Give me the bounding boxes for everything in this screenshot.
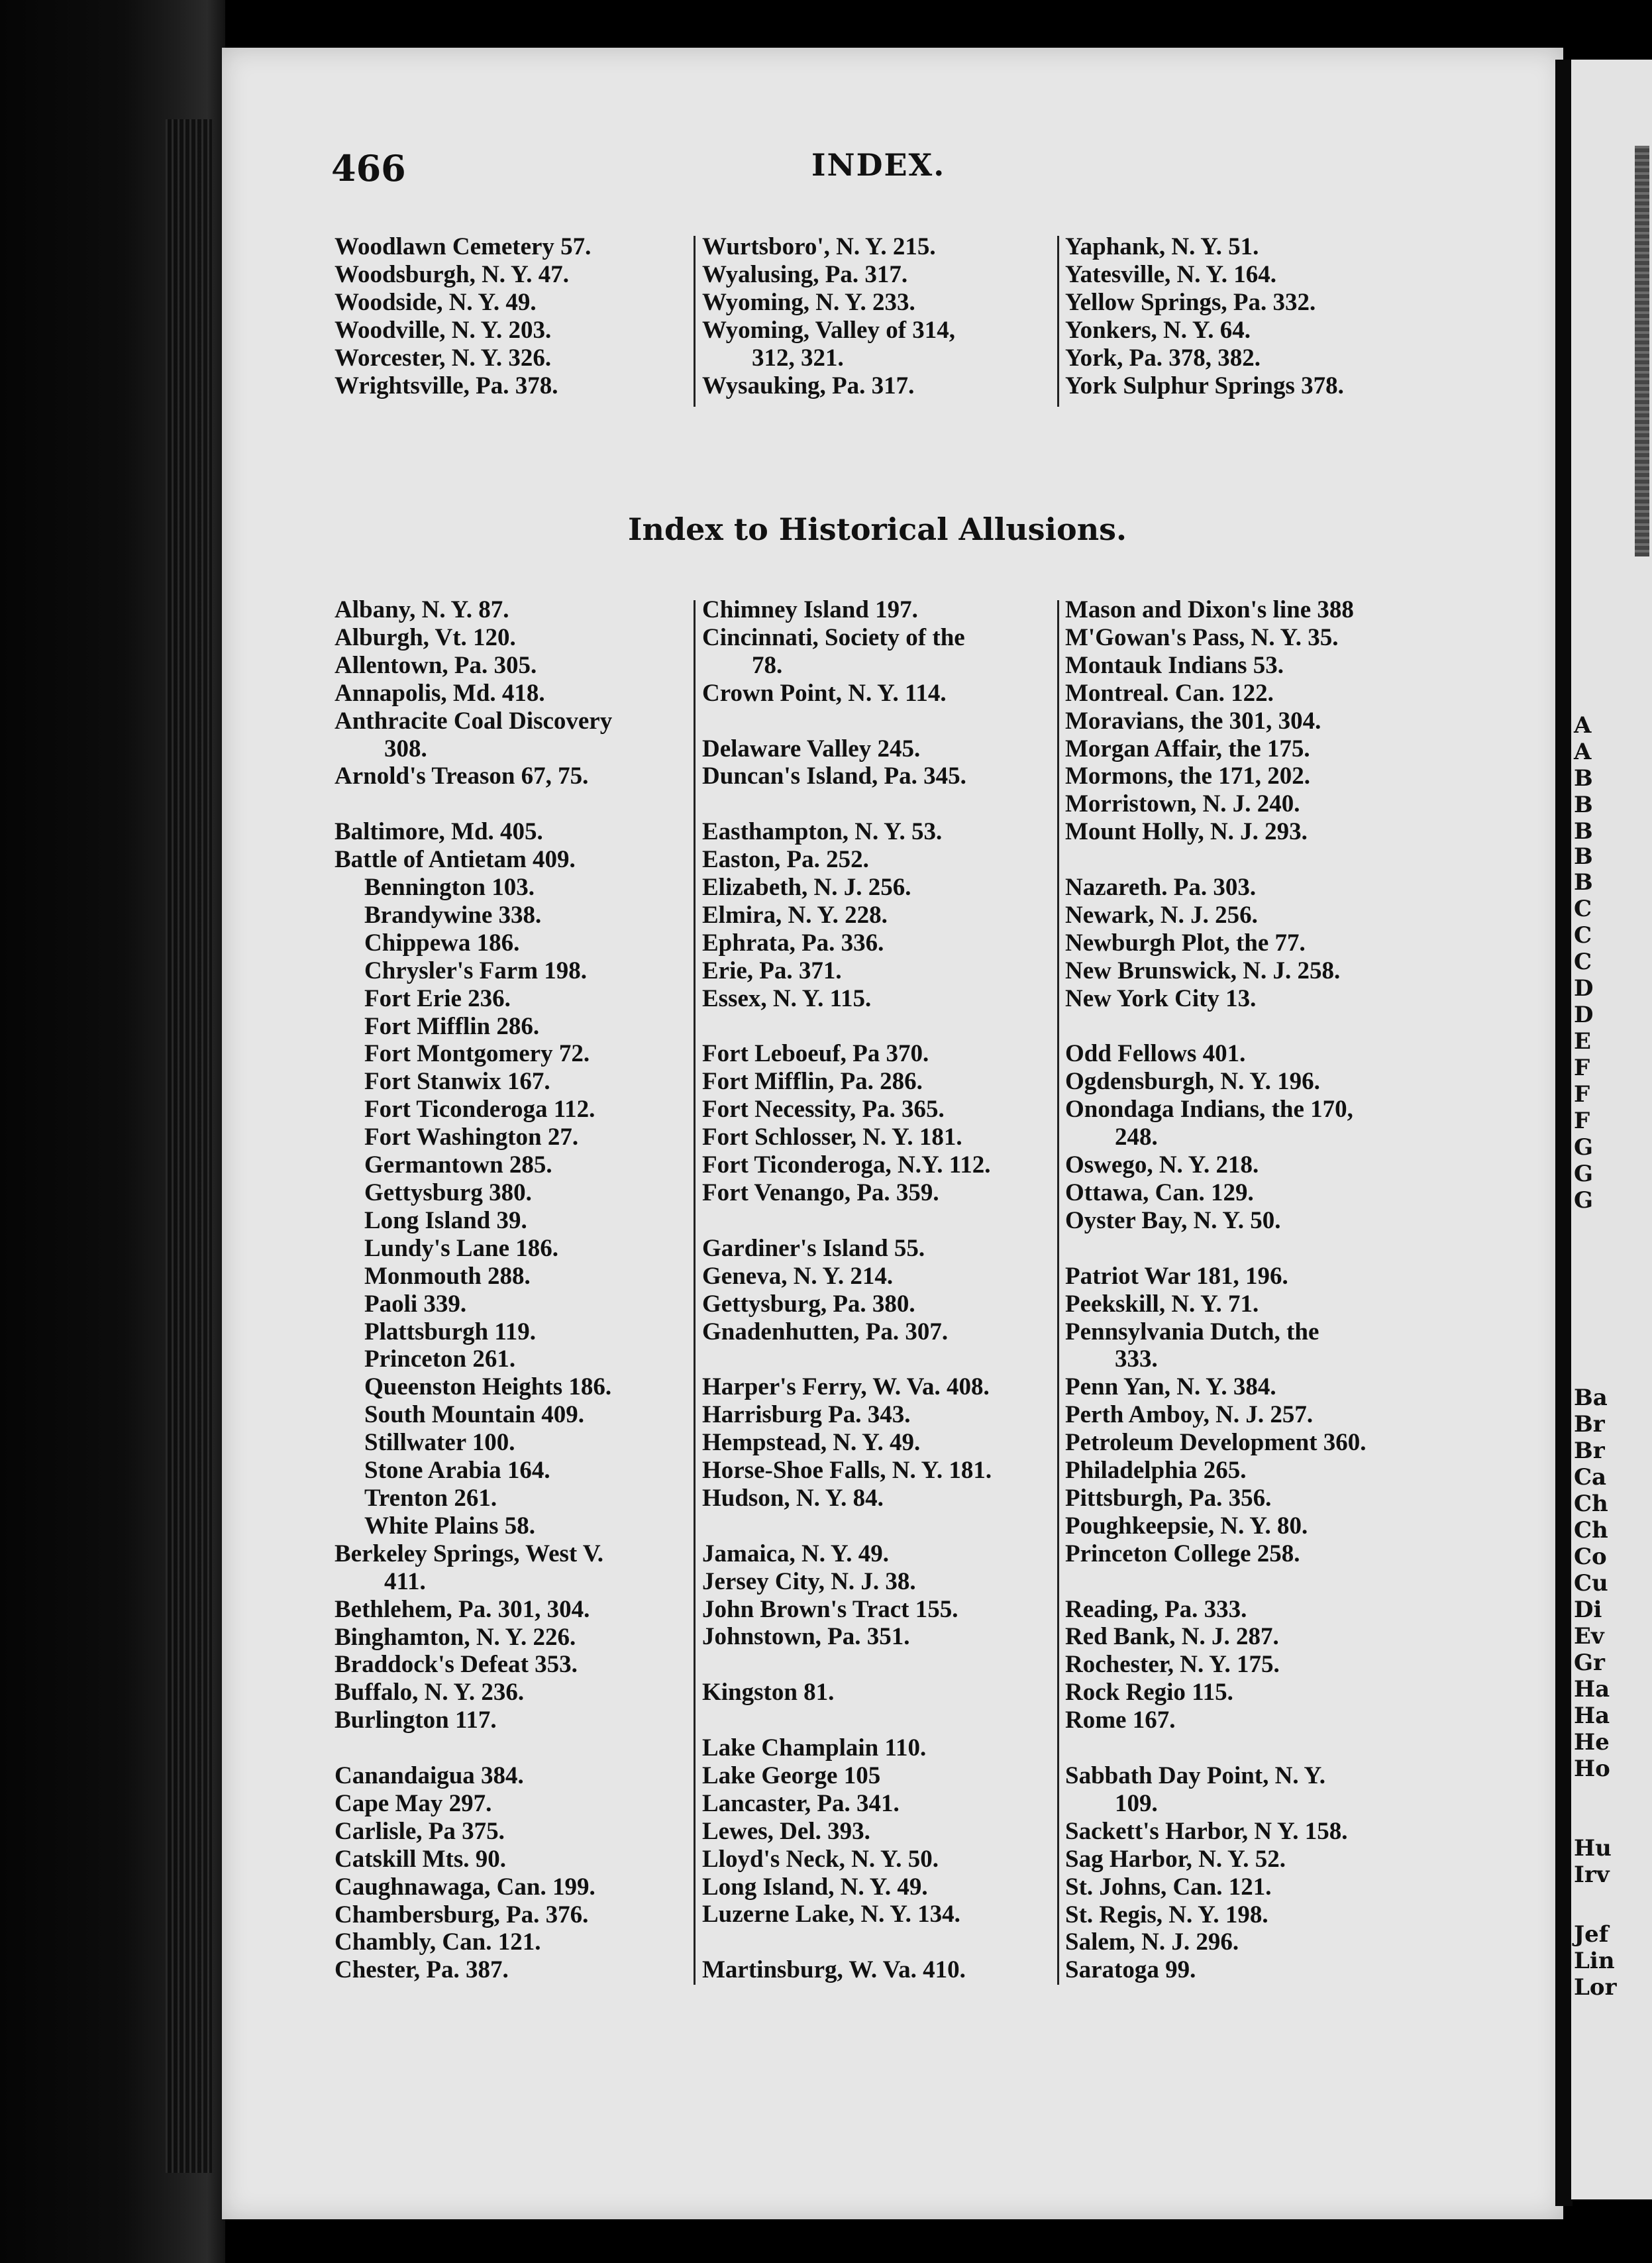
facing-page-fragment: Lin <box>1574 1948 1615 1974</box>
facing-page-fragment: Lor <box>1574 1974 1617 2001</box>
entry-spacer <box>1065 1734 1367 1762</box>
index-entry: Fort Mifflin 286. <box>364 1012 540 1040</box>
index-entry: Crown Point, N. Y. 114. <box>702 679 947 707</box>
index-entry: Penn Yan, N. Y. 384. <box>1065 1373 1276 1401</box>
index-entry: Fort Venango, Pa. 359. <box>702 1179 939 1206</box>
index-entry: Moravians, the 301, 304. <box>1065 707 1321 735</box>
index-entry: Long Island, N. Y. 49. <box>702 1873 928 1901</box>
index-entry: Jersey City, N. J. 38. <box>702 1567 916 1595</box>
index-entry: Annapolis, Md. 418. <box>335 679 545 707</box>
facing-page-fragment: D <box>1574 1002 1594 1028</box>
index-entry: Patriot War 181, 196. <box>1065 1262 1288 1290</box>
facing-page-fragment: Di <box>1574 1597 1602 1623</box>
index-entry: Woodville, N. Y. 203. <box>335 316 552 344</box>
facing-page-fragment: B <box>1574 792 1593 818</box>
historical-index-column-2 <box>702 596 992 1984</box>
index-entry: Horse-Shoe Falls, N. Y. 181. <box>702 1457 992 1485</box>
facing-page-fragment: Ho <box>1574 1756 1610 1782</box>
entry-spacer <box>1065 1013 1367 1041</box>
index-entry: Petroleum Development 360. <box>1065 1429 1367 1457</box>
facing-page-fragment: A <box>1574 712 1592 739</box>
facing-page-fragment: E <box>1574 1028 1591 1055</box>
top-index-column-2 <box>702 233 955 399</box>
index-entry: Wrightsville, Pa. 378. <box>335 372 558 399</box>
index-entry: White Plains 58. <box>364 1512 535 1540</box>
index-entry: Delaware Valley 245. <box>702 735 921 763</box>
historical-index-column-3 <box>1065 596 1367 1984</box>
index-entry: Oyster Bay, N. Y. 50. <box>1065 1206 1281 1234</box>
index-entry: Mormons, the 171, 202. <box>1065 763 1310 790</box>
facing-page-fragment: G <box>1574 1161 1594 1187</box>
entry-spacer <box>702 1345 992 1373</box>
column-rule <box>694 236 696 407</box>
facing-page-fragment: B <box>1574 869 1593 896</box>
facing-page-fragment: Jef <box>1574 1921 1609 1948</box>
index-entry: Fort Ticonderoga, N.Y. 112. <box>702 1151 991 1179</box>
index-entry: M'Gowan's Pass, N. Y. 35. <box>1065 623 1339 651</box>
index-entry: Gettysburg 380. <box>364 1179 532 1207</box>
index-entry: Rock Regio 115. <box>1065 1679 1233 1707</box>
index-entry: Lundy's Lane 186. <box>364 1234 559 1262</box>
index-entry: Fort Ticonderoga 112. <box>364 1096 595 1124</box>
index-entry: Yellow Springs, Pa. 332. <box>1065 288 1316 316</box>
index-entry: Morgan Affair, the 175. <box>1065 735 1310 763</box>
index-entry: Fort Washington 27. <box>364 1124 579 1151</box>
index-entry: Harper's Ferry, W. Va. 408. <box>702 1373 990 1401</box>
column-rule <box>1057 236 1059 407</box>
book-spine <box>0 0 225 2263</box>
index-entry: Albany, N. Y. 87. <box>335 596 509 623</box>
facing-page-fragment: Ev <box>1574 1623 1604 1650</box>
index-entry: Ottawa, Can. 129. <box>1065 1179 1254 1206</box>
index-entry: Jamaica, N. Y. 49. <box>702 1540 889 1567</box>
index-entry: Elmira, N. Y. 228. <box>702 901 888 929</box>
index-entry: Peekskill, N. Y. 71. <box>1065 1290 1259 1318</box>
index-entry: Woodsburgh, N. Y. 47. <box>335 260 570 288</box>
index-entry: St. Johns, Can. 121. <box>1065 1873 1272 1901</box>
index-entry: Pennsylvania Dutch, the <box>1065 1318 1319 1345</box>
index-entry: Caughnawaga, Can. 199. <box>335 1873 595 1901</box>
index-entry: Chambly, Can. 121. <box>335 1928 541 1956</box>
index-entry: Chambersburg, Pa. 376. <box>335 1901 589 1928</box>
index-entry: Gettysburg, Pa. 380. <box>702 1290 915 1318</box>
index-entry: Kingston 81. <box>702 1679 835 1707</box>
index-entry: Burlington 117. <box>335 1707 497 1734</box>
entry-spacer <box>1065 846 1367 874</box>
index-entry: Wyoming, N. Y. 233. <box>702 288 915 316</box>
index-entry: New Brunswick, N. J. 258. <box>1065 957 1341 984</box>
index-entry: Montreal. Can. 122. <box>1065 679 1274 707</box>
index-entry: Wyoming, Valley of 314, <box>702 316 956 344</box>
facing-page-edge-mark <box>1635 146 1649 556</box>
index-entry: Fort Mifflin, Pa. 286. <box>702 1068 923 1096</box>
index-entry: Duncan's Island, Pa. 345. <box>702 763 966 790</box>
index-entry: Lancaster, Pa. 341. <box>702 1789 900 1817</box>
index-entry: Geneva, N. Y. 214. <box>702 1262 894 1290</box>
entry-spacer <box>702 1651 992 1679</box>
facing-page-fragment: B <box>1574 765 1593 792</box>
index-entry: Yatesville, N. Y. 164. <box>1065 260 1276 288</box>
facing-page-fragment: Co <box>1574 1544 1607 1570</box>
index-entry: Princeton 261. <box>364 1345 516 1373</box>
facing-page-fragment: F <box>1574 1055 1590 1081</box>
index-entry: Elizabeth, N. J. 256. <box>702 874 911 902</box>
index-entry: Gardiner's Island 55. <box>702 1234 925 1262</box>
index-entry: Plattsburgh 119. <box>364 1318 537 1345</box>
index-entry: Binghamton, N. Y. 226. <box>335 1623 576 1651</box>
index-entry: Woodlawn Cemetery 57. <box>335 233 592 260</box>
index-entry: Fort Montgomery 72. <box>364 1040 590 1068</box>
index-entry: 411. <box>384 1567 426 1595</box>
entry-spacer <box>335 1734 612 1762</box>
index-entry: Erie, Pa. 371. <box>702 957 842 984</box>
index-entry: York Sulphur Springs 378. <box>1065 372 1344 399</box>
page-gutter <box>1555 60 1573 2206</box>
index-entry: Chrysler's Farm 198. <box>364 957 588 984</box>
index-entry: John Brown's Tract 155. <box>702 1595 958 1623</box>
facing-page-fragment: Gr <box>1574 1650 1605 1676</box>
index-entry: Easthampton, N. Y. 53. <box>702 818 943 846</box>
spine-edge <box>166 119 212 2173</box>
index-entry: Chimney Island 197. <box>702 596 918 623</box>
index-entry: Lake George 105 <box>702 1762 881 1789</box>
index-entry: Worcester, N. Y. 326. <box>335 344 552 372</box>
index-entry: Salem, N. J. 296. <box>1065 1928 1239 1956</box>
entry-spacer <box>702 1013 992 1041</box>
index-entry: Luzerne Lake, N. Y. 134. <box>702 1901 960 1928</box>
entry-spacer <box>702 1707 992 1734</box>
index-entry: Fort Erie 236. <box>364 984 511 1012</box>
index-entry: Fort Necessity, Pa. 365. <box>702 1096 945 1124</box>
facing-page-fragment: Ha <box>1574 1703 1610 1729</box>
section-title: Index to Historical Allusions. <box>628 511 1127 547</box>
index-entry: Cape May 297. <box>335 1789 492 1817</box>
index-entry: Bennington 103. <box>364 874 535 902</box>
entry-spacer <box>1065 1235 1367 1263</box>
index-entry: York, Pa. 378, 382. <box>1065 344 1261 372</box>
index-entry: Rome 167. <box>1065 1707 1176 1734</box>
facing-page-fragment: F <box>1574 1081 1590 1108</box>
index-entry: Baltimore, Md. 405. <box>335 818 543 846</box>
index-entry: Nazareth. Pa. 303. <box>1065 874 1257 902</box>
index-entry: Montauk Indians 53. <box>1065 651 1284 679</box>
index-entry: Poughkeepsie, N. Y. 80. <box>1065 1512 1308 1540</box>
index-entry: Saratoga 99. <box>1065 1956 1196 1984</box>
index-entry: Lloyd's Neck, N. Y. 50. <box>702 1845 939 1873</box>
index-entry: Rochester, N. Y. 175. <box>1065 1651 1280 1679</box>
index-entry: Fort Schlosser, N. Y. 181. <box>702 1124 962 1151</box>
index-entry: Arnold's Treason 67, 75. <box>335 763 589 790</box>
facing-page-fragment: Ca <box>1574 1464 1607 1491</box>
facing-page-fragment: Irv <box>1574 1862 1610 1888</box>
index-entry: St. Regis, N. Y. 198. <box>1065 1901 1268 1928</box>
index-entry: Germantown 285. <box>364 1151 552 1179</box>
index-entry: 78. <box>752 651 783 679</box>
index-entry: Mason and Dixon's line 388 <box>1065 596 1354 623</box>
index-entry: Sag Harbor, N. Y. 52. <box>1065 1845 1286 1873</box>
column-rule <box>694 600 696 1985</box>
index-entry: Lewes, Del. 393. <box>702 1817 870 1845</box>
index-entry: Yonkers, N. Y. 64. <box>1065 316 1251 344</box>
index-entry: Wysauking, Pa. 317. <box>702 372 915 399</box>
facing-page-fragment: D <box>1574 975 1594 1002</box>
index-entry: Bethlehem, Pa. 301, 304. <box>335 1595 590 1623</box>
facing-page-fragment: Ch <box>1574 1491 1608 1517</box>
index-entry: Alburgh, Vt. 120. <box>335 623 516 651</box>
entry-spacer <box>1065 1568 1367 1596</box>
index-entry: Chester, Pa. 387. <box>335 1956 509 1984</box>
facing-page-fragment: G <box>1574 1187 1594 1214</box>
column-rule <box>1057 600 1059 1985</box>
facing-page-fragment: G <box>1574 1134 1594 1161</box>
entry-spacer <box>702 1207 992 1235</box>
index-entry: 248. <box>1115 1124 1158 1151</box>
index-entry: Sackett's Harbor, N Y. 158. <box>1065 1817 1348 1845</box>
page-number: 466 <box>331 147 406 189</box>
index-entry: Chippewa 186. <box>364 929 520 957</box>
index-entry: Long Island 39. <box>364 1206 527 1234</box>
index-entry: Gnadenhutten, Pa. 307. <box>702 1318 949 1345</box>
facing-page-fragment: B <box>1574 843 1593 870</box>
facing-page-fragment: Ch <box>1574 1517 1608 1544</box>
facing-page-fragment: F <box>1574 1108 1590 1134</box>
index-entry: Monmouth 288. <box>364 1262 531 1290</box>
index-entry: Carlisle, Pa 375. <box>335 1817 505 1845</box>
top-index-column-1 <box>335 233 591 399</box>
facing-page-fragment: He <box>1574 1729 1610 1756</box>
index-entry: Braddock's Defeat 353. <box>335 1651 578 1679</box>
index-entry: Sabbath Day Point, N. Y. <box>1065 1762 1326 1789</box>
index-entry: Canandaigua 384. <box>335 1762 524 1790</box>
index-entry: Buffalo, N. Y. 236. <box>335 1679 525 1707</box>
index-entry: Wyalusing, Pa. 317. <box>702 260 908 288</box>
facing-page-fragment: C <box>1574 896 1592 922</box>
index-entry: Odd Fellows 401. <box>1065 1040 1246 1068</box>
index-entry: Stillwater 100. <box>364 1429 515 1457</box>
index-entry: Newburgh Plot, the 77. <box>1065 929 1306 957</box>
facing-page-fragment: Br <box>1574 1438 1605 1464</box>
historical-index-column-1 <box>335 596 612 1984</box>
entry-spacer <box>702 1928 992 1956</box>
facing-page-fragment: Cu <box>1574 1570 1608 1597</box>
index-entry: Mount Holly, N. J. 293. <box>1065 818 1308 846</box>
entry-spacer <box>702 790 992 818</box>
index-entry: Essex, N. Y. 115. <box>702 984 872 1012</box>
index-entry: New York City 13. <box>1065 984 1257 1012</box>
index-entry: 109. <box>1115 1789 1158 1817</box>
index-entry: Allentown, Pa. 305. <box>335 651 537 679</box>
index-entry: Newark, N. J. 256. <box>1065 901 1258 929</box>
index-entry: Morristown, N. J. 240. <box>1065 790 1300 818</box>
index-entry: Harrisburg Pa. 343. <box>702 1401 911 1429</box>
index-entry: Johnstown, Pa. 351. <box>702 1623 910 1651</box>
facing-page-fragment: Br <box>1574 1411 1605 1438</box>
index-entry: Ogdensburgh, N. Y. 196. <box>1065 1068 1320 1096</box>
index-entry: South Mountain 409. <box>364 1401 585 1429</box>
index-entry: Oswego, N. Y. 218. <box>1065 1151 1259 1179</box>
facing-page-fragment: A <box>1574 739 1592 765</box>
index-entry: Trenton 261. <box>364 1484 497 1512</box>
index-entry: Philadelphia 265. <box>1065 1457 1247 1485</box>
facing-page-fragment: C <box>1574 949 1592 975</box>
index-entry: 312, 321. <box>752 344 844 372</box>
index-entry: Hempstead, N. Y. 49. <box>702 1429 921 1457</box>
index-entry: Ephrata, Pa. 336. <box>702 929 884 957</box>
index-entry: Martinsburg, W. Va. 410. <box>702 1956 966 1984</box>
facing-page-fragment: Ba <box>1574 1385 1608 1411</box>
index-entry: Princeton College 258. <box>1065 1540 1300 1567</box>
index-entry: Red Bank, N. J. 287. <box>1065 1623 1279 1651</box>
index-entry: Paoli 339. <box>364 1290 467 1318</box>
index-entry: Wurtsboro', N. Y. 215. <box>702 233 936 260</box>
index-entry: Perth Amboy, N. J. 257. <box>1065 1401 1314 1429</box>
index-entry: Woodside, N. Y. 49. <box>335 288 537 316</box>
facing-page-fragment: B <box>1574 818 1593 845</box>
index-entry: Fort Stanwix 167. <box>364 1068 550 1096</box>
index-entry: Onondaga Indians, the 170, <box>1065 1096 1353 1124</box>
index-entry: 308. <box>384 735 427 763</box>
index-entry: Battle of Antietam 409. <box>335 846 576 874</box>
index-entry: Reading, Pa. 333. <box>1065 1595 1247 1623</box>
index-entry: Cincinnati, Society of the <box>702 623 965 651</box>
facing-page-fragment: Ha <box>1574 1676 1610 1703</box>
index-entry: Lake Champlain 110. <box>702 1734 927 1762</box>
running-head: INDEX. <box>811 147 946 183</box>
index-entry: Brandywine 338. <box>364 901 542 929</box>
index-entry: Stone Arabia 164. <box>364 1457 550 1485</box>
entry-spacer <box>335 790 612 818</box>
index-entry: Hudson, N. Y. 84. <box>702 1484 884 1512</box>
index-entry: Yaphank, N. Y. 51. <box>1065 233 1259 260</box>
facing-page-fragment: C <box>1574 922 1592 949</box>
index-entry: Anthracite Coal Discovery <box>335 707 613 735</box>
index-entry: Fort Leboeuf, Pa 370. <box>702 1040 929 1068</box>
index-entry: Queenston Heights 186. <box>364 1373 612 1401</box>
index-entry: Berkeley Springs, West V. <box>335 1540 604 1567</box>
top-index-column-3 <box>1065 233 1344 399</box>
index-entry: 333. <box>1115 1345 1158 1373</box>
entry-spacer <box>702 708 992 735</box>
entry-spacer <box>702 1512 992 1540</box>
index-entry: Easton, Pa. 252. <box>702 846 869 874</box>
index-entry: Catskill Mts. 90. <box>335 1845 506 1873</box>
facing-page-fragment: Hu <box>1574 1835 1612 1862</box>
index-entry: Pittsburgh, Pa. 356. <box>1065 1484 1272 1512</box>
